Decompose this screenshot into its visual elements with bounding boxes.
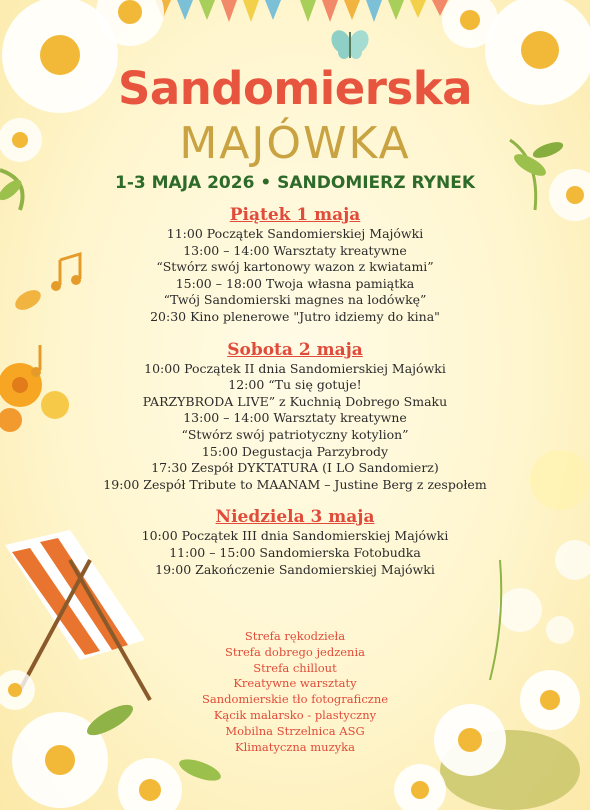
zone-item: Strefa dobrego jedzenia — [225, 644, 365, 659]
schedule-item: 12:00 “Tu się gotuje! — [228, 377, 362, 393]
zones-list — [140, 629, 450, 755]
schedule-item: 10:00 Początek II dnia Sandomierskiej Majówki — [144, 360, 446, 376]
zone-item: Strefa chillout — [253, 660, 337, 675]
schedule-item: “Twój Sandomierski magnes na lodówkę” — [163, 292, 427, 308]
schedule-item: 15:00 – 18:00 Twoja własna pamiątka — [175, 275, 415, 291]
schedule-item: 10:00 Początek III dnia Sandomierskiej Majówki — [141, 528, 449, 544]
poster-title: Sandomierska — [117, 62, 473, 115]
butterfly-icon — [328, 27, 372, 59]
day-title: Sobota 2 maja — [227, 339, 363, 360]
day-block-friday — [100, 205, 490, 326]
bunting-flags-icon — [155, 0, 448, 22]
schedule-item: 13:00 – 14:00 Warsztaty kreatywne — [183, 242, 407, 258]
schedule-item: 17:30 Zespół DYKTATURA (I LO Sandomierz) — [151, 460, 439, 476]
zone-item: Strefa rękodzieła — [244, 629, 346, 643]
zone-item: Mobilna Strzelnica ASG — [225, 723, 365, 738]
schedule-item: PARZYBRODA LIVE” z Kuchnią Dobrego Smaku — [142, 393, 448, 409]
day-title: Niedziela 3 maja — [215, 507, 375, 528]
schedule-item: “Stwórz swój kartonowy wazon z kwiatami” — [156, 259, 434, 275]
event-date-location: 1-3 MAJA 2026 • SANDOMIERZ RYNEK — [115, 173, 475, 193]
zone-item: Kącik malarsko - plastyczny — [213, 707, 377, 722]
program-schedule — [100, 205, 490, 592]
right-flowers-icon — [530, 450, 590, 580]
schedule-item: 15:00 Degustacja Parzybrody — [201, 443, 389, 459]
schedule-item: 19:00 Zakończenie Sandomierskiej Majówki — [155, 561, 435, 577]
day-block-saturday — [100, 340, 490, 494]
zone-item: Klimatyczna muzyka — [235, 739, 355, 754]
schedule-item: 13:00 – 14:00 Warsztaty kreatywne — [183, 410, 407, 426]
schedule-item: 19:00 Zespół Tribute to MAANAM – Justine Berg z zespołem — [103, 476, 487, 492]
zone-item: Kreatywne warsztaty — [233, 676, 357, 691]
day-title: Piątek 1 maja — [229, 205, 361, 225]
schedule-item: 11:00 – 15:00 Sandomierska Fotobudka — [169, 544, 421, 560]
day-block-sunday — [100, 507, 490, 578]
poster-subtitle: MAJÓWKA — [179, 118, 411, 169]
schedule-item: “Stwórz swój patriotyczny kotylion” — [181, 426, 409, 442]
schedule-item: 20:30 Kino plenerowe "Jutro idziemy do kina" — [150, 308, 440, 324]
left-flowers-and-notes-icon — [0, 254, 81, 432]
schedule-item: 11:00 Początek Sandomierskiej Majówki — [166, 226, 424, 241]
zone-item: Sandomierskie tło fotograficzne — [201, 692, 389, 707]
